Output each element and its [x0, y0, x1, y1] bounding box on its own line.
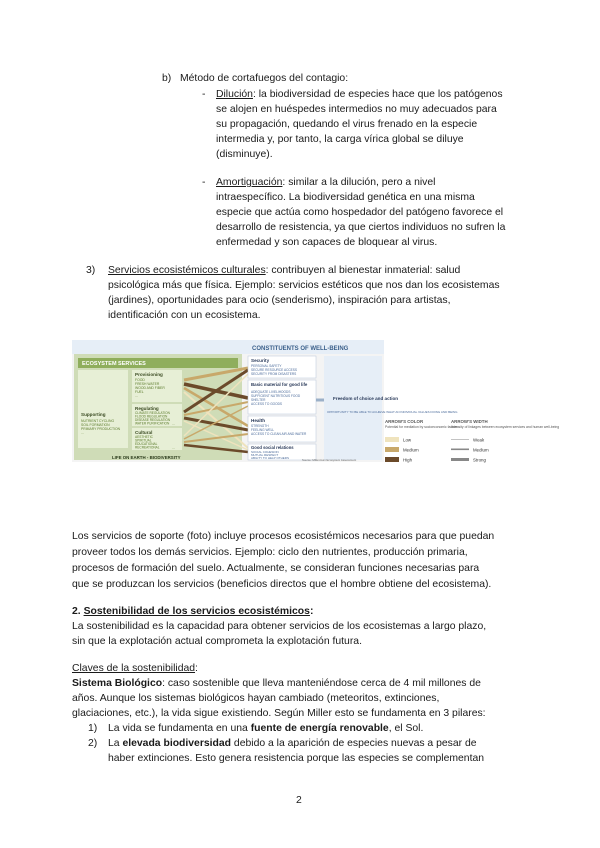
legend-strong-label: Strong [473, 457, 486, 463]
security-item: PERSONAL SAFETY [251, 364, 282, 368]
basic-material-item: ACCESS TO GOODS [251, 402, 283, 406]
item-3-line-4: identificación con un ecosistema. [108, 310, 261, 321]
freedom-title: Freedom of choice and action [333, 396, 399, 401]
item-3-line-2: psicológica más que física. Ejemplo: servicios estéticos que nos dan los ecosistemas [108, 280, 500, 291]
social-relations-item: ABILITY TO HELP OTHERS [251, 456, 289, 460]
pillar-2-a: La [108, 738, 123, 749]
regulating-item: CLIMATE REGULATION [135, 411, 170, 415]
basic-material-item: ADEQUATE LIVELIHOODS [251, 390, 291, 394]
regulating-item: ... [172, 421, 175, 426]
section-2-line-2: sin que la explotación actual comprometa la explotación futura. [72, 636, 362, 647]
social-relations-item: SOCIAL COHESION [251, 450, 279, 454]
pillar-2-text [108, 736, 477, 751]
support-line-3: procesos de formación del suelo. Actualmente, se consideran funciones necesarias para [72, 563, 480, 574]
section-2-heading [72, 604, 313, 619]
item-3-number: 3) [86, 265, 96, 276]
legend-strong-line [451, 458, 469, 461]
regulating-title: Regulating [135, 406, 159, 411]
support-line-2: proveer todos los demás servicios. Ejemplo: ciclo den nutrientes, producción primaria, [72, 547, 468, 558]
pillar-1-c: , el Sol. [388, 723, 424, 734]
figure-source: Source: Millennium Ecosystem Assessment [302, 458, 357, 462]
supporting-item: ... [81, 431, 84, 435]
claves-title: Claves de la sostenibilidad [72, 663, 196, 674]
amortiguacion-term: Amortiguación [216, 177, 283, 188]
dash-bullet: - [202, 177, 206, 188]
pillar-1-bold: fuente de energía renovable [250, 723, 389, 734]
supporting-item: SOIL FORMATION [81, 423, 110, 427]
claves-colon: : [195, 663, 198, 674]
ecosystem-title: ECOSYSTEM SERVICES [82, 361, 146, 367]
pillar-2-number: 2) [88, 738, 98, 749]
cultural-item: SPIRITUAL [135, 438, 152, 443]
provisioning-item: FOOD [135, 378, 145, 382]
legend-low-swatch [385, 437, 399, 442]
health-item: FEELING WELL [251, 428, 275, 432]
provisioning-item: ... [135, 394, 138, 398]
supporting-item: PRIMARY PRODUCTION [81, 427, 121, 431]
page-number: 2 [296, 795, 302, 806]
basic-material-item: SUFFICIENT NUTRITIOUS FOOD [251, 394, 301, 398]
cultural-item: AESTHETIC [135, 435, 153, 439]
basic-material-title: Basic material for good life [251, 382, 308, 387]
item-3-term: Servicios ecosistémicos culturales [108, 265, 266, 276]
pillar-2-c: debido a la aparición de especies nuevas a pesar de [231, 738, 477, 749]
health-title: Health [251, 418, 266, 423]
legend-medium-label: Medium [403, 447, 419, 453]
claves-heading [72, 661, 198, 676]
dash-bullet: - [202, 89, 206, 100]
security-item: SECURITY FROM DISASTERS [251, 372, 297, 376]
legend-medium-line [451, 449, 469, 451]
dilucion-line-3: su propagación, quedando el virus frenado en la especie [216, 119, 478, 130]
dilucion-line-4: intermedia y, por tanto, la carga vírica global se diluye [216, 134, 464, 145]
legend-high-label: High [403, 457, 413, 463]
freedom-text: OPPORTUNITY TO BE ABLE TO ACHIEVE WHAT AN INDIVIDUAL VALUES DOING AND BEING [327, 410, 458, 414]
amortiguacion-line-4: desarrollo de resistencia, ya que ciertos individuos no sufren la [216, 222, 506, 233]
pillar-2-line-2: haber extinciones. Esto genera resistencia porque las especies se complementan [108, 753, 485, 764]
sistema-line-1: : caso sostenible que lleva manteniéndose cerca de 4 mil millones de [162, 678, 481, 689]
figure-legend [385, 418, 560, 478]
section-2-title: Sostenibilidad de los servicios ecosistémicos [83, 606, 310, 617]
section-2-colon: : [309, 606, 314, 617]
wellbeing-header: CONSTITUENTS OF WELL-BEING [252, 346, 349, 352]
sistema-paragraph [72, 676, 481, 691]
section-2-number: 2. [72, 606, 84, 617]
amortiguacion-line-1: : similar a la dilución, pero a nivel [282, 177, 436, 188]
regulating-item: DISEASE REGULATION [135, 418, 171, 422]
cultural-item: ... [172, 445, 175, 450]
amortiguacion-line-3: especie que actúa como hospedador del patógeno favorece el [216, 207, 504, 218]
dilucion-paragraph [216, 87, 503, 102]
dilucion-line-2: se alojen en huéspedes intermedios no muy adecuados para [216, 104, 497, 115]
pillar-1-a: La vida se fundamenta en una [108, 723, 251, 734]
security-title: Security [251, 358, 270, 363]
dilucion-line-1: : la biodiversidad de especies hace que los patógenos [252, 89, 503, 100]
supporting-item: NUTRIENT CYCLING [81, 419, 115, 423]
legend-arrow-color-desc: Potential for mediation by socioeconomic factors [385, 425, 458, 429]
supporting-title: Supporting [81, 412, 106, 417]
pillar-1-text [108, 721, 423, 736]
item-3-paragraph [108, 263, 460, 278]
life-on-earth-label: LIFE ON EARTH - BIODIVERSITY [112, 455, 181, 460]
sistema-line-2: años. Aunque los sistemas biológicos hayan cambiado (meteoritos, extinciones, [72, 693, 440, 704]
health-item: STRENGTH [251, 424, 269, 428]
pillar-2-bold: elevada biodiversidad [122, 738, 232, 749]
amortiguacion-line-5: enfermedad y son capaces de bloquear al virus. [216, 237, 438, 248]
support-line-4: que se produzcan los servicios (beneficios directos que el hombre obtiene del ecosistema). [72, 579, 492, 590]
supporting-box [78, 370, 128, 448]
social-relations-item: MUTUAL RESPECT [251, 453, 279, 457]
sistema-term: Sistema Biológico [72, 678, 163, 689]
section-2-line-1: La sostenibilidad es la capacidad para obtener servicios de los ecosistemas a largo plazo, [72, 621, 487, 632]
cultural-title: Cultural [135, 430, 153, 435]
legend-arrow-color-title: ARROW'S COLOR [385, 419, 424, 424]
legend-medium-swatch [385, 447, 399, 452]
item-3-line-3: (jardines), oportunidades para ocio (senderismo), inspiración para artistas, [108, 295, 451, 306]
provisioning-item: WOOD AND FIBER [135, 386, 165, 390]
legend-arrow-width-title: ARROW'S WIDTH [451, 419, 488, 424]
legend-medium-width-label: Medium [473, 447, 489, 453]
social-relations-title: Good social relations [251, 445, 294, 450]
provisioning-title: Provisioning [135, 372, 163, 377]
dilucion-line-5: (disminuye). [216, 149, 273, 160]
provisioning-item: FRESH WATER [135, 382, 160, 386]
amortiguacion-paragraph [216, 175, 435, 190]
health-item: ACCESS TO CLEAN AIR AND WATER [251, 432, 307, 436]
legend-svg [385, 418, 560, 478]
basic-material-item: SHELTER [251, 398, 266, 402]
regulating-item: WATER PURIFICATION [135, 421, 170, 426]
cultural-item: EDUCATIONAL [135, 442, 158, 446]
legend-weak-label: Weak [473, 437, 485, 443]
legend-low-label: Low [403, 437, 412, 443]
legend-high-swatch [385, 457, 399, 462]
regulating-item: FLOOD REGULATION [135, 414, 168, 419]
legend-arrow-width-desc: Intensity of linkages between ecosystem services and human well-being [451, 425, 560, 429]
sistema-line-3: glaciaciones, etc.), la vida sigue existiendo. Según Miller esto se fundamenta en 3 pilares: [72, 708, 486, 719]
support-line-1: Los servicios de soporte (foto) incluye procesos ecosistémicos necesarios para que puedan [72, 531, 495, 542]
item-3-line-1: : contribuyen al bienestar inmaterial: salud [265, 265, 461, 276]
security-item: SECURE RESOURCE ACCESS [251, 368, 298, 372]
amortiguacion-line-2: intraespecífico. La biodiversidad genética en una misma [216, 192, 475, 203]
section-b-heading: Método de cortafuegos del contagio: [180, 73, 349, 84]
freedom-box [324, 356, 382, 460]
dilucion-term: Dilución [216, 89, 253, 100]
list-marker-b: b) [162, 73, 172, 84]
cultural-item: RECREATIONAL [135, 445, 160, 450]
pillar-1-number: 1) [88, 723, 98, 734]
provisioning-item: FUEL [135, 390, 144, 394]
